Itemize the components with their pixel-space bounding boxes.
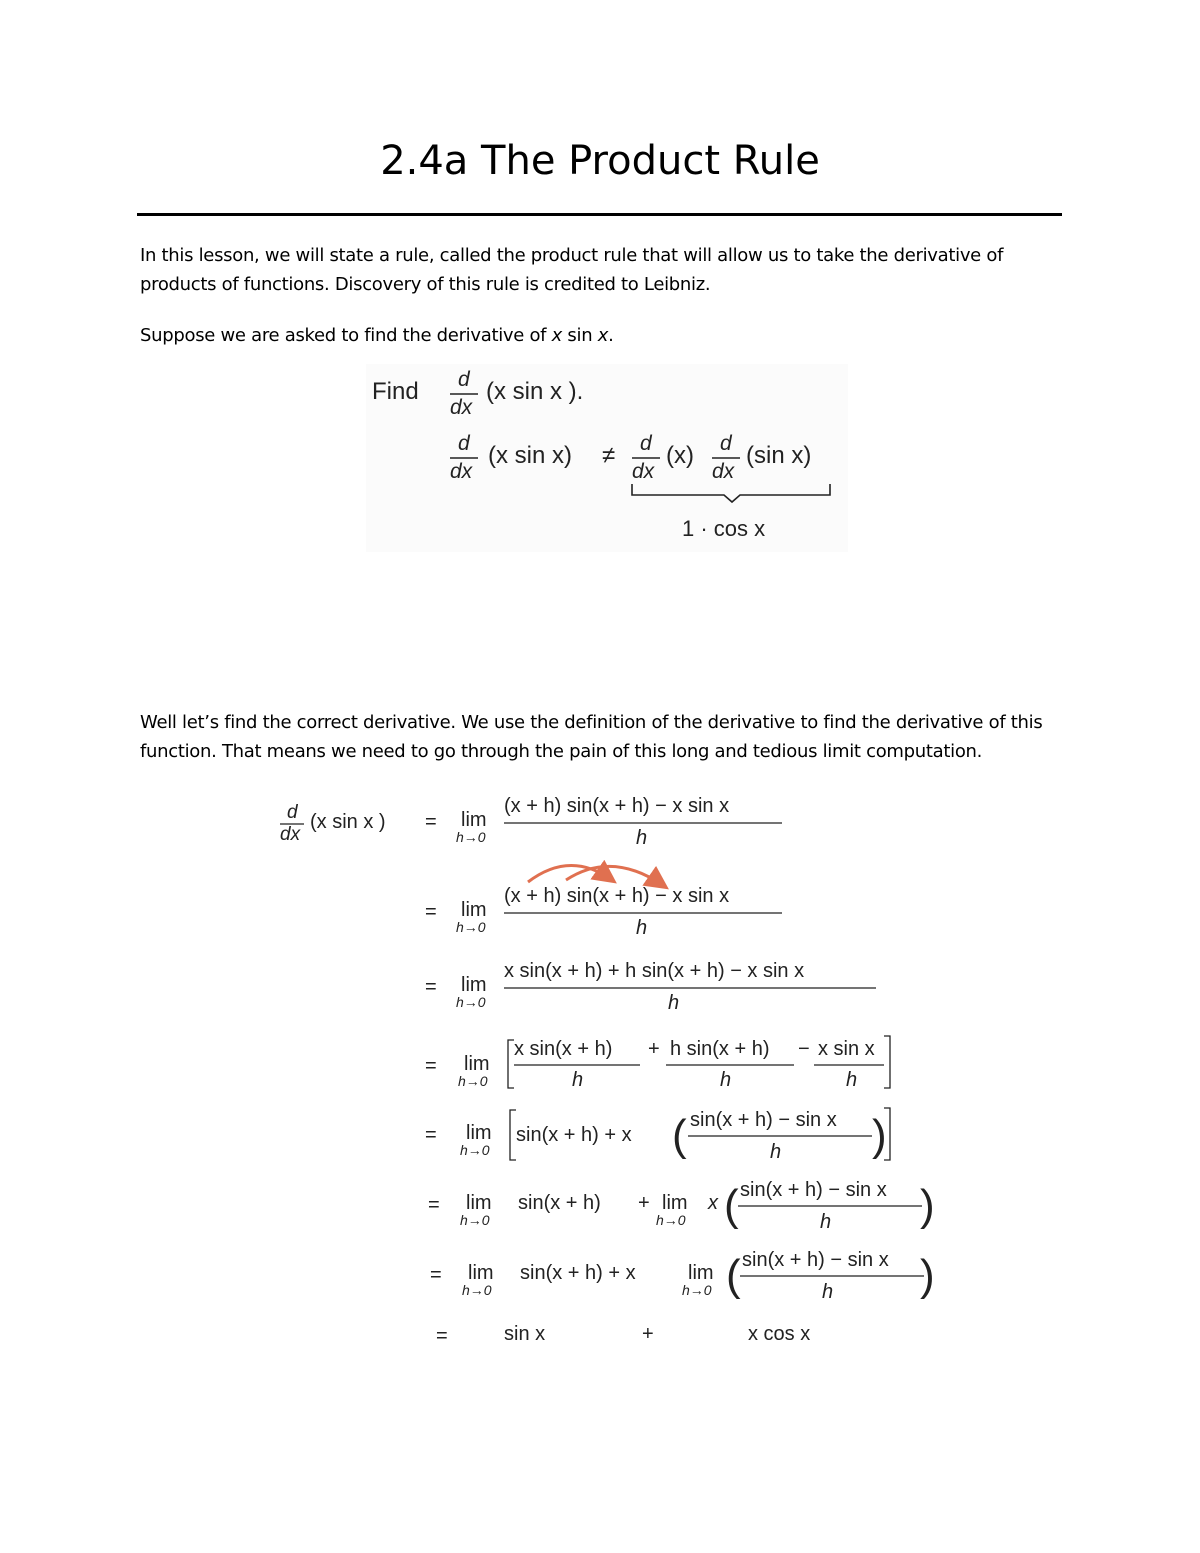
step7-sub-1: h→0 bbox=[462, 1282, 492, 1298]
step8-sin-x: sin x bbox=[504, 1323, 546, 1345]
step4-plus: + bbox=[648, 1038, 660, 1060]
step3-numerator: x sin(x + h) + h sin(x + h) − x sin x bbox=[504, 960, 805, 982]
step6-x: x bbox=[708, 1192, 718, 1214]
fig1-neq: ≠ bbox=[602, 442, 616, 469]
fig1-d-numerator: d bbox=[458, 368, 470, 391]
step4-term3: x sin x bbox=[818, 1038, 875, 1060]
figure-find-derivative bbox=[366, 364, 848, 552]
step1-dx: dx bbox=[280, 824, 301, 845]
step1-lhs-expr: (x sin x ) bbox=[310, 811, 386, 833]
step5-left-paren: ( bbox=[672, 1111, 687, 1160]
step1-eq: = bbox=[425, 811, 437, 833]
well-paragraph bbox=[140, 708, 1070, 766]
step4-minus: − bbox=[798, 1038, 810, 1060]
step6-plus: + bbox=[638, 1192, 650, 1214]
step-8 bbox=[436, 1323, 810, 1347]
distribute-arrow-2 bbox=[566, 866, 664, 886]
step7-lim-1: lim bbox=[468, 1262, 494, 1284]
fig1-d-numerator-3: d bbox=[640, 432, 652, 455]
fig1-dx-denominator-4: dx bbox=[712, 460, 735, 483]
step4-right-bracket bbox=[884, 1036, 890, 1088]
step1-sub: h→0 bbox=[456, 829, 486, 845]
figure-limit-computation bbox=[270, 778, 950, 1358]
title-divider bbox=[137, 213, 1062, 216]
well-line-2: function. That means we need to go through the pain of this long and tedious limit computation. bbox=[140, 741, 983, 762]
fig1-dx-denominator-2: dx bbox=[450, 460, 473, 483]
step1-denominator: h bbox=[636, 827, 648, 849]
step7-eq: = bbox=[430, 1264, 442, 1286]
step1-d: d bbox=[287, 802, 298, 823]
step5-numerator: sin(x + h) − sin x bbox=[690, 1109, 837, 1131]
step6-denominator: h bbox=[820, 1211, 832, 1233]
step-7 bbox=[430, 1249, 935, 1303]
suppose-prefix: Suppose we are asked to find the derivative of bbox=[140, 325, 552, 346]
step4-term1: x sin(x + h) bbox=[514, 1038, 613, 1060]
fig1-factor-sin: (sin x) bbox=[746, 442, 812, 469]
step5-lim: lim bbox=[466, 1122, 492, 1144]
step3-lim: lim bbox=[461, 974, 487, 996]
step4-term2: h sin(x + h) bbox=[670, 1038, 770, 1060]
fig1-factor-x: (x) bbox=[666, 442, 694, 469]
step-2 bbox=[425, 865, 782, 939]
step-6 bbox=[428, 1179, 935, 1233]
step7-left-paren: ( bbox=[726, 1251, 741, 1300]
fig1-dx-denominator: dx bbox=[450, 396, 473, 419]
step5-sub: h→0 bbox=[460, 1142, 490, 1158]
step6-sub-1: h→0 bbox=[460, 1212, 490, 1228]
step6-lim-1: lim bbox=[466, 1192, 492, 1214]
step4-denominator-1: h bbox=[572, 1069, 584, 1091]
step7-numerator: sin(x + h) − sin x bbox=[742, 1249, 889, 1271]
find-label: Find bbox=[372, 378, 419, 405]
fig1-dx-denominator-3: dx bbox=[632, 460, 655, 483]
suppose-var-x: x bbox=[551, 325, 563, 346]
suppose-var-x2: x bbox=[597, 325, 609, 346]
step7-right-paren: ) bbox=[920, 1251, 935, 1300]
step4-lim: lim bbox=[464, 1053, 490, 1075]
intro-paragraph bbox=[140, 241, 1070, 299]
suppose-paragraph bbox=[140, 321, 1070, 350]
fig1-d-numerator-2: d bbox=[458, 432, 470, 455]
step7-sub-2: h→0 bbox=[682, 1282, 712, 1298]
step1-numerator: (x + h) sin(x + h) − x sin x bbox=[504, 795, 730, 817]
step8-x-cos-x: x cos x bbox=[748, 1323, 811, 1345]
step6-lim-2: lim bbox=[662, 1192, 688, 1214]
step8-eq: = bbox=[436, 1325, 448, 1347]
step6-numerator: sin(x + h) − sin x bbox=[740, 1179, 887, 1201]
step7-lead: sin(x + h) + x bbox=[520, 1262, 636, 1284]
step7-denominator: h bbox=[822, 1281, 834, 1303]
step6-sub-2: h→0 bbox=[656, 1212, 686, 1228]
step3-sub: h→0 bbox=[456, 994, 486, 1010]
step6-right-paren: ) bbox=[920, 1181, 935, 1230]
step6-sin-term: sin(x + h) bbox=[518, 1192, 601, 1214]
fig1-paren-expr: (x sin x ). bbox=[486, 378, 584, 405]
intro-line-1: In this lesson, we will state a rule, called the product rule that will allow us to take the derivative of bbox=[140, 245, 1004, 266]
step-3 bbox=[425, 960, 876, 1014]
step5-right-paren: ) bbox=[872, 1111, 887, 1160]
step4-sub: h→0 bbox=[458, 1073, 488, 1089]
step5-eq: = bbox=[425, 1124, 437, 1146]
fig1-brace-result: 1 · cos x bbox=[682, 516, 766, 541]
page-title: 2.4a The Product Rule bbox=[380, 138, 820, 184]
step7-lim-2: lim bbox=[688, 1262, 714, 1284]
step1-lim: lim bbox=[461, 809, 487, 831]
step2-sub: h→0 bbox=[456, 919, 486, 935]
step2-numerator: (x + h) sin(x + h) − x sin x bbox=[504, 885, 730, 907]
step2-lim: lim bbox=[461, 899, 487, 921]
step2-eq: = bbox=[425, 901, 437, 923]
step4-denominator-3: h bbox=[846, 1069, 858, 1091]
well-line-1: Well let’s find the correct derivative. We use the definition of the derivative to find the derivative of this bbox=[140, 712, 1043, 733]
intro-line-2: products of functions. Discovery of this rule is credited to Leibniz. bbox=[140, 274, 711, 295]
suppose-sin: sin bbox=[562, 325, 598, 346]
step-1 bbox=[280, 795, 782, 849]
step5-denominator: h bbox=[770, 1141, 782, 1163]
step-5 bbox=[425, 1108, 890, 1163]
fig1-lhs-expr: (x sin x) bbox=[488, 442, 572, 469]
step4-eq: = bbox=[425, 1055, 437, 1077]
suppose-suffix: . bbox=[608, 325, 614, 346]
step4-denominator-2: h bbox=[720, 1069, 732, 1091]
step3-eq: = bbox=[425, 976, 437, 998]
step6-eq: = bbox=[428, 1194, 440, 1216]
step5-lead: sin(x + h) + x bbox=[516, 1124, 632, 1146]
step-4 bbox=[425, 1036, 890, 1091]
step6-left-paren: ( bbox=[724, 1181, 739, 1230]
step8-plus: + bbox=[642, 1323, 654, 1345]
step3-denominator: h bbox=[668, 992, 680, 1014]
step2-denominator: h bbox=[636, 917, 648, 939]
fig1-d-numerator-4: d bbox=[720, 432, 732, 455]
